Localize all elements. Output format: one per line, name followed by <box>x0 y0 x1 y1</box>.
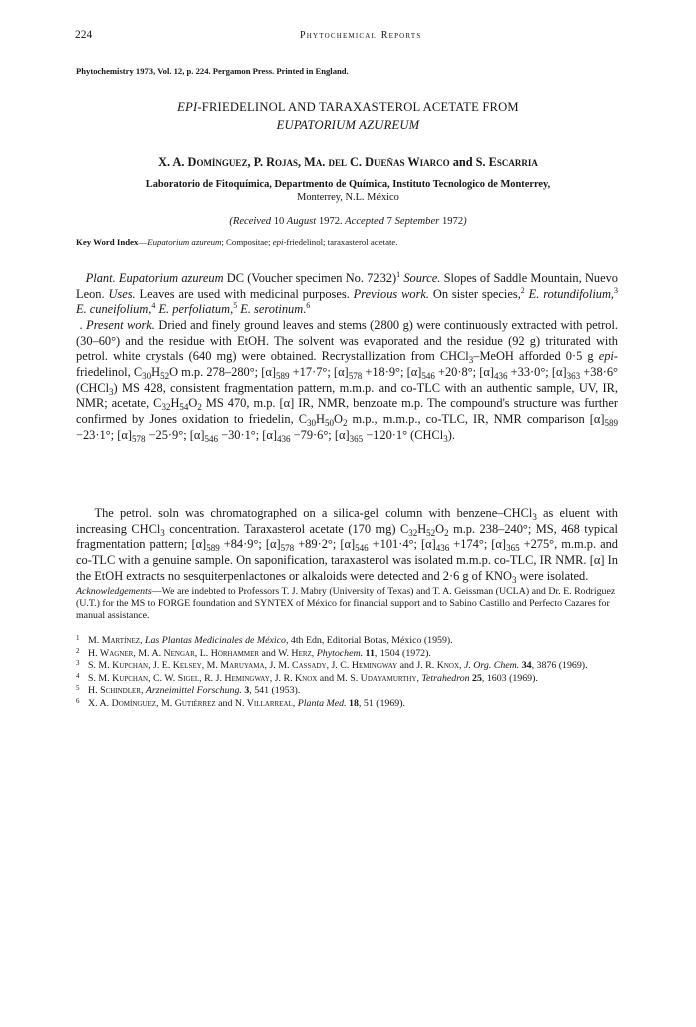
reference-2: 2 H. Wagner, M. A. Nengar, L. Hörhammer and W. Herz, Phytochem. 11, 1504 (1972). <box>76 646 431 659</box>
paragraph-present-work: . Present work. Dried and finely ground leaves and stems (2800 g) were continuously extracted with petrol. (30–60°) and the residue with EtOH. The solvent was evaporated and the residue (92 g) triturated with petrol. white crystals (640 mg) were obtained. Recrystallization from CHCl$_3$–MeOH afforded 0·5 g epi-friedelinol, $C_{30}H_{52}O$ m.p. 278–280°; $[\alpha]_{589} +17\cdot 7^\circ$; $[\alpha]_{578} +18\cdot 9^\circ$; $[\alpha]_{546} +20\cdot 8^\circ$; $[\alpha]_{436} +33\cdot 0^\circ$; $[\alpha]_{363} +38\cdot 6^\circ$ (CHCl$_3$) MS 428, consistent fragmentation pattern, m.m.p. and co-TLC with an authentic sample, UV, IR, NMR; acetate, $C_{32}H_{54}O_2$ MS 470, m.p. [α] IR, NMR, benzoate m.p. The compound's structure was further confirmed by Jones oxidation to friedelin, $C_{30}H_{50}O_2$ m.p., m.m.p., co-TLC, IR, NMR comparison $[\alpha]_{589} -23\cdot 1^\circ$; $[\alpha]_{578} -25\cdot 9^\circ$; $[\alpha]_{546} -30\cdot 1^\circ$; $[\alpha]_{436} -79\cdot 6^\circ$; $[\alpha]_{365} -120\cdot 1^\circ$ (CHCl$_3$). <box>76 318 618 444</box>
received-dates: (Received 10 August 1972. Accepted 7 September 1972) <box>229 216 467 227</box>
reference-1: 1 M. Martínez, Las Plantas Medicinales de México, 4th Edn, Editorial Botas, México (1959). <box>76 634 453 646</box>
running-head: Phytochemical Reports <box>300 30 422 41</box>
reference-6: 6 X. A. Domínguez, M. Gutiérrez and N. Villarreal, Planta Med. 18, 51 (1969). <box>76 696 405 709</box>
paragraph-petrol-extract: The petrol. soln was chromatographed on a silica-gel column with benzene–CHCl$_3$ as eluent with increasing CHCl$_3$ concentration. Taraxasterol acetate (170 mg) $C_{32}H_{52}O_2$ m.p. 238–240°; MS, 468 typical fragmentation pattern; $[\alpha]_{589} +84\cdot 9^\circ$; $[\alpha]_{578} +89\cdot 2^\circ$; $[\alpha]_{546} +101\cdot 4^\circ$; $[\alpha]_{436} +174^\circ$; $[\alpha]_{365} +275^\circ$, m.m.p. and co-TLC with a genuine sample. On saponification, taraxasterol was isolated m.m.p. co-TLC, IR NMR. [α] In the EtOH extracts no sesquiterpenlactones or alkaloids were detected and 2·6 g of $KNO_3$ were isolated. <box>76 506 618 585</box>
affiliation-line2: Monterrey, N.L. México <box>297 192 399 203</box>
journal-citation: Phytochemistry 1973, Vol. 12, p. 224. Pergamon Press. Printed in England. <box>76 66 349 76</box>
author-list: X. A. Domínguez, P. Rojas, Ma. del C. Dueñas Wiarco and S. Escarria <box>158 155 538 169</box>
article-title-line2: EUPATORIUM AZUREUM <box>276 118 420 132</box>
reference-list <box>76 635 618 711</box>
keyword-label: Key Word Index <box>76 237 139 247</box>
reference-4: 4 S. M. Kupchan, C. W. Sigel, R. J. Hemingway, J. R. Knox and M. S. Udayamurthy, Tetrahedron 25, 1603 (1969). <box>76 671 538 684</box>
keyword-index: Key Word Index—Eupatorium azureum; Compositae; epi-friedelinol; taraxasterol acetate. <box>76 237 398 247</box>
paragraph-plant: Plant. Eupatorium azureum DC (Voucher specimen No. 7232)$^1$ Source. Slopes of Saddle Mountain, Nuevo Leon. Uses. Leaves are used with medicinal purposes. Previous work. On sister species,$^2$ E. rotundifolium,$^3$ E. cuneifolium,$^4$ E. perfoliatum,$^5$ E. serotinum.$^6$ <box>76 270 619 317</box>
article-title-line1: EPI-FRIEDELINOL AND TARAXASTEROL ACETATE FROM <box>177 100 519 114</box>
affiliation-line1: Laboratorio de Fitoquímica, Departmento de Química, Instituto Tecnologico de Monterrey, <box>145 179 551 190</box>
page-number: 224 <box>75 29 93 41</box>
acknowledgements: Acknowledgements—We are indebted to Professors T. J. Mabry (University of Texas) and T. A. Geissman (UCLA) and Dr. E. Rodríguez (U.T.) for the MS to FORGE foundation and SYNTEX of México for financial support and to Sabino Castillo and Perfecto Cazares for manual assistance. <box>76 586 616 621</box>
reference-5: 5 H. Schindler, Arzneimittel Forschung. 3, 541 (1953). <box>76 684 301 697</box>
reference-3: 3 S. M. Kupchan, J. E. Kelsey, M. Maruyama, J. M. Cassady, J. C. Hemingway and J. R. Knox, J. Org. Chem. 34, 3876 (1969). <box>76 659 588 672</box>
